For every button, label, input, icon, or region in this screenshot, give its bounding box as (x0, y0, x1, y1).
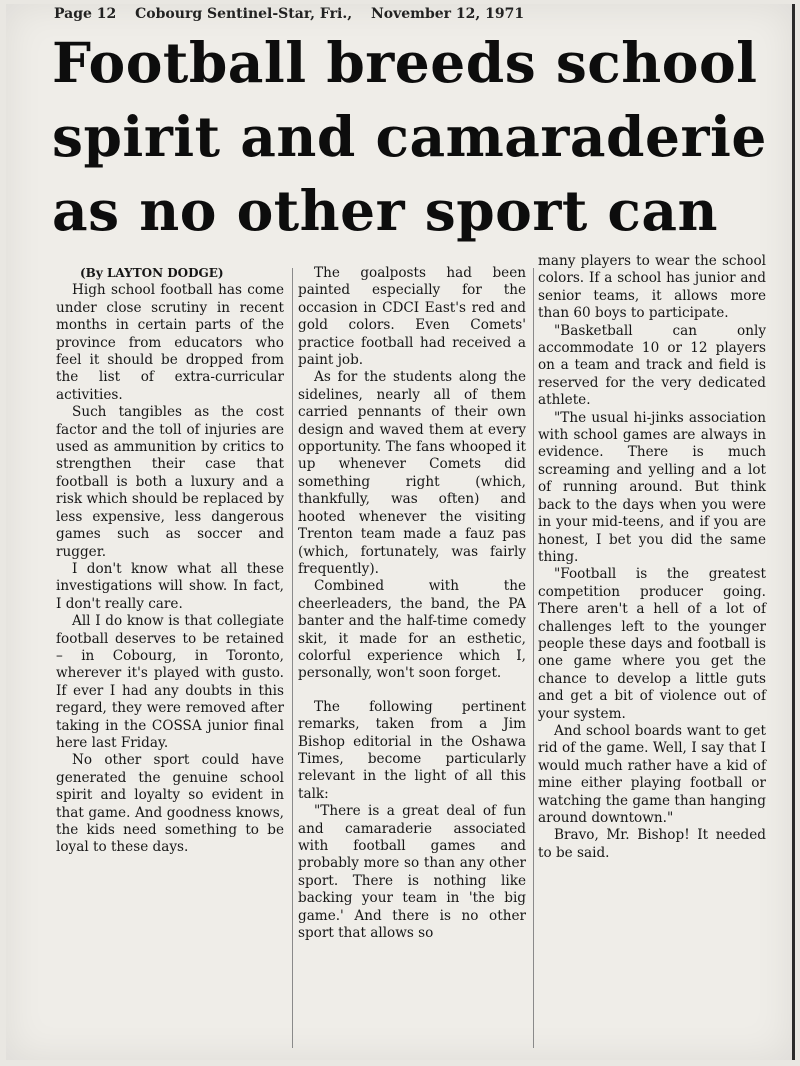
paragraph: I don't know what all these investigations will show. In fact, I don't really care. (56, 560, 284, 612)
quote-paragraph: "Football is the greatest competition producer going. There aren't a hell of a lot of challenges left to the younger people these days and football is one game where you get the chance to develop a little guts and get a bit of violence out of your system. (538, 566, 766, 722)
paragraph: Such tangibles as the cost factor and the toll of injuries are used as ammunition by critics to strengthen their case that football is both a luxury and a risk which should be replaced by less expensive, less dangerous games such as soccer and rugger. (56, 404, 284, 560)
paragraph: The following pertinent remarks, taken from a Jim Bishop editorial in the Oshawa Times, become particularly relevant in the light of all this talk: (298, 698, 526, 802)
article-column-3 (538, 253, 766, 862)
column-rule (533, 268, 534, 1048)
quote-paragraph: "Basketball can only accommodate 10 or 12 players on a team and track and field is reserved for the very dedicated athlete. (538, 322, 766, 409)
paragraph: Combined with the cheerleaders, the band, the PA banter and the half-time comedy skit, it made for an esthetic, colorful experience which I, personally, won't soon forget. (298, 578, 526, 682)
page-number: Page 12 (54, 6, 117, 22)
paragraph: High school football has come under close scrutiny in recent months in certain parts of the province from educators who feel it should be dropped from the list of extra-curricular activities. (56, 282, 284, 403)
headline-line-1: Football breeds school (52, 30, 758, 95)
publication-date: November 12, 1971 (370, 6, 525, 22)
paragraph: The goalposts had been painted especially for the occasion in CDCI East's red and gold colors. Even Comets' practice football had received a paint job. (298, 265, 526, 369)
quote-paragraph: "There is a great deal of fun and camaraderie associated with football games and probably more so than any other sport. There is nothing like backing your team in 'the big game.' And there is no other sport that allows so (298, 803, 526, 942)
byline: (By LAYTON DODGE) (80, 266, 224, 280)
headline-line-3: as no other sport can (52, 178, 719, 243)
dateline (54, 6, 538, 28)
newspaper-name: Cobourg Sentinel-Star, Fri., (135, 6, 353, 22)
paragraph: No other sport could have generated the genuine school spirit and loyalty so evident in that game. And goodness knows, the kids need something to be loyal to these days. (56, 752, 284, 856)
article-column-1 (56, 265, 284, 857)
paragraph: All I do know is that collegiate football deserves to be retained – in Cobourg, in Toronto, wherever it's played with gusto. If ever I had any doubts in this regard, they were removed after taking in the COSSA junior final here last Friday. (56, 613, 284, 751)
headline (52, 26, 782, 248)
quote-paragraph: "The usual hi-jinks association with school games are always in evidence. There is much screaming and yelling and a lot of running around. But think back to the days when you were in your mid-teens, and if you are honest, I bet you did the same thing. (538, 409, 766, 565)
paragraph: And school boards want to get rid of the game. Well, I say that I would much rather have a kid of mine either playing football or watching the game than hanging around downtown." (538, 722, 766, 826)
paragraph: many players to wear the school colors. If a school has junior and senior teams, it allows more than 60 boys to participate. (538, 253, 766, 322)
paragraph: Bravo, Mr. Bishop! It needed to be said. (538, 827, 766, 861)
column-rule (292, 268, 293, 1048)
paragraph: As for the students along the sidelines, nearly all of them carried pennants of their own design and waved them at every opportunity. The fans whooped it up whenever Comets did something right (which, thankfully, was often) and hooted whenever the visiting Trenton team made a fauz pas (which, fortunately, was fairly frequently). (298, 369, 526, 577)
article-column-2 (298, 265, 526, 942)
headline-line-2: spirit and camaraderie (52, 104, 767, 169)
